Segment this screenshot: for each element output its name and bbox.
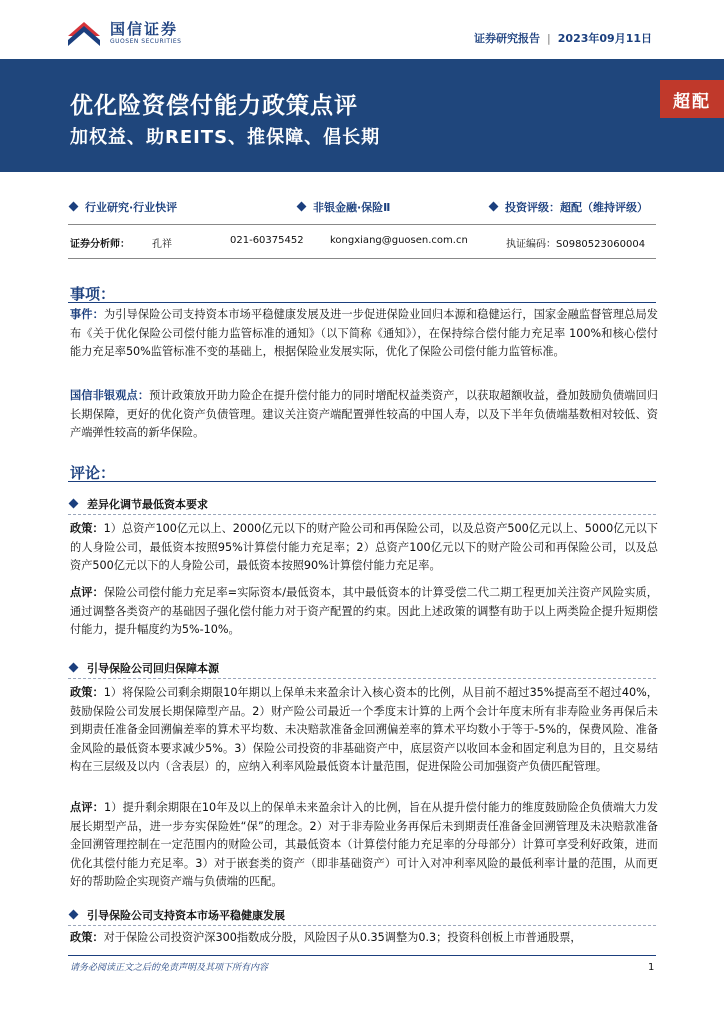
analyst-cert: 执证编码：S0980523060004: [506, 239, 646, 250]
category-sector: 非银金融·保险Ⅱ: [298, 199, 390, 215]
analyst-phone: 021-60375452: [230, 235, 304, 246]
view-text: 预计政策放开助力险企在提升偿付能力的同时增配权益类资产，以获取超额收益，叠加鼓励负债端回归长期保障，更好的优化资产负债管理。建议关注资产端配置弹性较高的中国人寿，以及下半年负债端基数相对较低、资产端弹性较高的新华保险。: [70, 389, 658, 439]
guosen-logo-icon: [66, 16, 102, 50]
comment-paragraph-1: [70, 584, 658, 640]
report-date: 2023年09月11日: [557, 32, 652, 45]
comment-label: 点评：: [70, 801, 104, 814]
report-subtitle: 加权益、助REITS、推保障、倡长期: [70, 127, 381, 148]
view-paragraph: [70, 387, 658, 443]
policy-text: 对于保险公司投资沪深300指数成分股，风险因子从0.35调整为0.3；投资科创板上市普通股票，: [103, 931, 582, 944]
footer-rule: [68, 955, 656, 956]
title-banner: [0, 59, 724, 172]
diamond-icon: [69, 910, 79, 920]
subsection-rule: [68, 925, 656, 926]
diamond-icon: [69, 499, 79, 509]
brand-logo: [66, 14, 206, 54]
policy-text: 1）总资产100亿元以上、2000亿元以下的财产险公司和再保险公司，以及总资产500亿元以上、5000亿元以下的人身险公司，最低资本按照95%计算偿付能力充足率；2）总资产100亿元以下的财产险公司和再保险公司，以及总资产500亿元以下的人身险公司，最低资本按照90%计算偿付能力充足率。: [70, 522, 658, 572]
section-heading-comment: 评论：: [70, 464, 116, 482]
rating-tag: 超配: [660, 80, 724, 118]
diamond-icon: [69, 202, 79, 212]
policy-paragraph-2: [70, 684, 658, 777]
policy-paragraph-1: [70, 520, 658, 576]
comment-paragraph-2: [70, 799, 658, 892]
subsection-title-1: 差异化调节最低资本要求: [70, 496, 208, 512]
policy-label: 政策：: [70, 931, 104, 944]
event-paragraph: [70, 306, 658, 362]
comment-text: 1）提升剩余期限在10年及以上的保单未来盈余计入的比例，旨在从提升偿付能力的维度鼓励险企负债端大力发展长期型产品，进一步夯实保险姓“保”的理念。2）对于非寿险业务再保后未到期责任准备金回溯管理及未决赔款准备金回溯管理控制在一定范围内的财险公司，其最低资本（计算偿付能力充足率的分母部分）计算可享受利好政策，进而优化其偿付能力充足率。3）对于嵌套类的资产（即非基础资产）可计入对冲利率风险的最低利率计量的范围，从而更好的帮助险企实现资产端与负债端的匹配。: [70, 801, 658, 888]
page-number: 1: [648, 962, 655, 973]
report-title: 优化险资偿付能力政策点评: [70, 93, 358, 119]
policy-label: 政策：: [70, 522, 104, 535]
subsection-rule: [68, 678, 656, 679]
section-rule: [68, 481, 656, 482]
subsection-title-3: 引导保险公司支持资本市场平稳健康发展: [70, 907, 285, 923]
policy-text: 1）将保险公司剩余期限10年期以上保单未来盈余计入核心资本的比例，从目前不超过35%提高至不超过40%，鼓励保险公司发展长期保障型产品。2）财产险公司最近一个季度末计算的上两个会计年度末所有非寿险业务再保后未到期责任准备金回溯偏差率的算术平均数、未决赔款准备金回溯偏差率的算术平均数小于等于-5%的，保费风险、准备金风险的最低资本要求减少5%。3）保险公司投资的非基础资产中，底层资产以收回本金和固定利息为目的，且交易结构在三层级及以内（含表层）的，应纳入利率风险最低资本计量范围，促进保险公司加强资产负债匹配管理。: [70, 686, 658, 773]
diamond-icon: [297, 202, 307, 212]
category-rating: 投资评级：超配（维持评级）: [490, 199, 648, 215]
diamond-icon: [69, 663, 79, 673]
brand-name-en: GUOSEN SECURITIES: [110, 38, 182, 45]
subsection-rule: [68, 514, 656, 515]
view-label: 国信非银观点：: [70, 389, 150, 402]
divider: [68, 224, 656, 225]
brand-name-cn: 国信证券: [110, 20, 179, 38]
report-type: 证券研究报告: [474, 32, 541, 45]
divider: [68, 258, 656, 259]
section-rule: [68, 302, 656, 303]
diamond-icon: [489, 202, 499, 212]
meta-separator: |: [547, 32, 551, 45]
event-label: 事件：: [70, 308, 104, 321]
policy-label: 政策：: [70, 686, 104, 699]
analyst-name: 孔祥: [152, 239, 172, 250]
event-text: 为引导保险公司支持资本市场平稳健康发展及进一步促进保险业回归本源和稳健运行，国家金融监督管理总局发布《关于优化保险公司偿付能力监管标准的通知》（以下简称《通知》），在保持综合偿付能力充足率 100%和核心偿付能力充足率50%监管标准不变的基础上，根据保险业发展实际，优化了保险公司偿付能力监管标准。: [70, 308, 658, 358]
policy-paragraph-3: [70, 929, 658, 948]
comment-label: 点评：: [70, 586, 104, 599]
subsection-title-2: 引导保险公司回归保障本源: [70, 660, 219, 676]
comment-text: 保险公司偿付能力充足率=实际资本/最低资本，其中最低资本的计算受偿二代二期工程更加关注资产风险实质，通过调整各类资产的基础因子强化偿付能力对于资产配置的约束。因此上述政策的调整有助于以上两类险企提升短期偿付能力，提升幅度约为5%-10%。: [70, 586, 658, 636]
analyst-email[interactable]: kongxiang@guosen.com.cn: [330, 235, 468, 246]
category-industry: 行业研究·行业快评: [70, 199, 177, 215]
report-meta: [474, 30, 652, 46]
analyst-label: 证券分析师：: [70, 239, 130, 250]
footer-disclaimer: 请务必阅读正文之后的免责声明及其项下所有内容: [70, 963, 269, 973]
section-heading-event: 事项：: [70, 285, 116, 303]
